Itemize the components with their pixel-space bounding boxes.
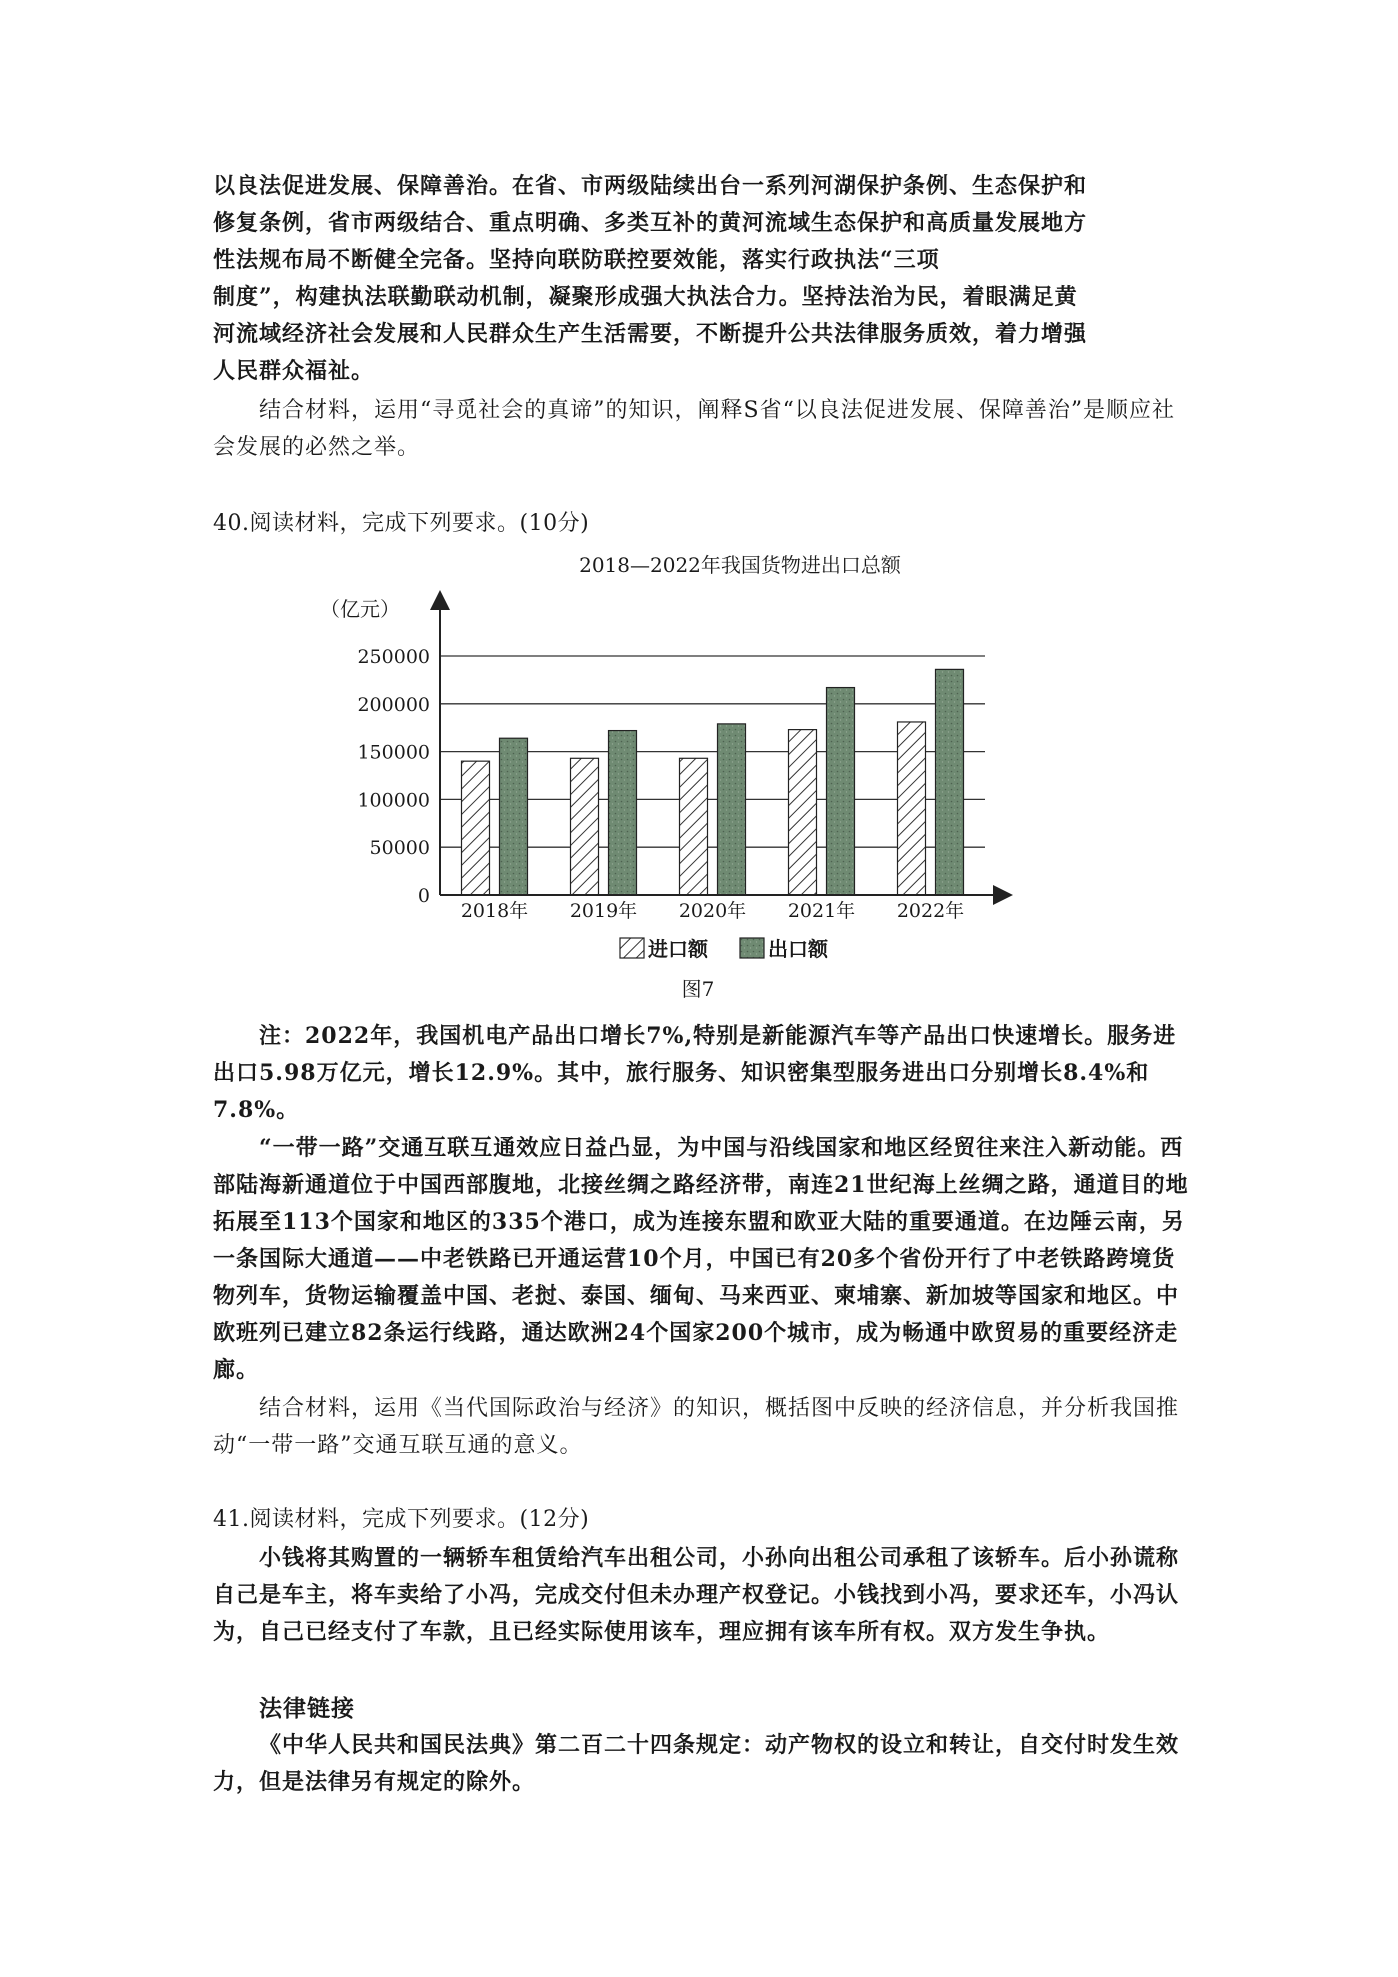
bar-export (500, 738, 528, 895)
bar-import (571, 758, 599, 895)
law-link-section (213, 1690, 1198, 1801)
question-40-material (213, 1130, 1198, 1389)
legend-label: 进口额 (648, 937, 708, 961)
bar-export (609, 731, 637, 895)
x-tick-label: 2021年 (787, 900, 856, 922)
belt-road-paragraph: “一带一路”交通互联互通效应日益凸显，为中国与沿线国家和地区经贸往来注入新动能。西部陆海新通道位于中国西部腹地，北接丝绸之路经济带，南连21世纪海上丝绸之路，通道目的地拓展至113个国家和地区的335个港口，成为连接东盟和欧亚大陆的重要通道。在边陲云南，另一条国际大通道——中老铁路已开通运营10个月，中国已有20多个省份开行了中老铁路跨境货物列车，货物运输覆盖中国、老挝、泰国、缅甸、马来西亚、柬埔寨、新加坡等国家和地区。中欧班列已建立82条运行线路，通达欧洲24个国家200个城市，成为畅通中欧贸易的重要经济走廊。 (213, 1135, 1189, 1383)
law-link-text: 《中华人民共和国民法典》第二百二十四条规定：动产物权的设立和转让，自交付时发生效力，但是法律另有规定的除外。 (213, 1732, 1180, 1795)
question-41-header: 41.阅读材料，完成下列要求。(12分) (213, 1507, 590, 1532)
material-39-line-5: 河流域经济社会发展和人民群众生产生活需要，不断提升公共法律服务质效，着力增强 (213, 321, 1088, 347)
material-39-line-6: 人民群众福祉。 (213, 358, 375, 384)
bar-import (789, 730, 817, 895)
x-tick-label: 2018年 (460, 900, 529, 922)
question-39-prompt (213, 392, 1198, 466)
question-40-text: 结合材料，运用《当代国际政治与经济》的知识，概括图中反映的经济信息，并分析我国推动“一带一路”交通互联互通的意义。 (213, 1396, 1180, 1458)
chart-figure-7 (320, 548, 1080, 1008)
legend-swatch (740, 938, 764, 958)
question-40-prompt (213, 1390, 1198, 1464)
law-link-label: 法律链接 (259, 1695, 355, 1722)
chart-title: 2018—2022年我国货物进出口总额 (579, 553, 901, 577)
material-39-line-3: 性法规布局不断健全完备。坚持向联防联控要效能，落实行政执法“三项 (213, 247, 940, 273)
note-text: 注：2022年，我国机电产品出口增长7%,特别是新能源汽车等产品出口快速增长。服务进出口5.98万亿元，增长12.9%。其中，旅行服务、知识密集型服务进出口分别增长8.4%和7.8%。 (213, 1023, 1177, 1123)
y-tick-label: 50000 (369, 837, 430, 860)
y-tick-label: 250000 (357, 646, 430, 668)
bar-export (936, 669, 964, 895)
bar-import (680, 758, 708, 895)
bar-import (898, 722, 926, 895)
x-tick-label: 2020年 (678, 900, 747, 922)
question-39-text: 结合材料，运用“寻觅社会的真谛”的知识，阐释S省“以良法促进发展、保障善治”是顺应社会发展的必然之举。 (213, 398, 1176, 460)
y-tick-label: 200000 (357, 693, 430, 716)
y-tick-label: 150000 (357, 741, 430, 764)
bar-export (718, 724, 746, 895)
x-tick-label: 2022年 (896, 900, 965, 922)
bar-chart (320, 548, 1080, 1008)
question-40-header: 40.阅读材料，完成下列要求。(10分) (213, 511, 590, 536)
y-tick-label: 0 (417, 885, 430, 907)
y-unit-label: （亿元） (320, 597, 400, 621)
material-39-line-2: 修复条例，省市两级结合、重点明确、多类互补的黄河流域生态保护和高质量发展地方 (213, 210, 1088, 236)
y-tick-label: 100000 (357, 789, 430, 812)
bar-export (827, 688, 855, 895)
question-41-material (213, 1540, 1198, 1651)
bar-import (462, 761, 490, 895)
material-39-text (213, 168, 1198, 390)
legend (620, 937, 829, 961)
x-tick-label: 2019年 (569, 900, 638, 922)
case-paragraph: 小钱将其购置的一辆轿车租赁给汽车出租公司，小孙向出租公司承租了该轿车。后小孙谎称自己是车主，将车卖给了小冯，完成交付但未办理产权登记。小钱找到小冯，要求还车，小冯认为，自己已经支付了车款，且已经实际使用该车，理应拥有该车所有权。双方发生争执。 (213, 1545, 1180, 1645)
material-39-line-4: 制度”，构建执法联勤联动机制，凝聚形成强大执法合力。坚持法治为民，着眼满足黄 (213, 284, 1078, 310)
question-40-note (213, 1018, 1198, 1129)
legend-label: 出口额 (768, 937, 828, 961)
figure-caption: 图7 (681, 977, 715, 1001)
material-39-line-1: 以良法促进发展、保障善治。在省、市两级陆续出台一系列河湖保护条例、生态保护和 (213, 173, 1088, 199)
legend-swatch (620, 938, 644, 958)
